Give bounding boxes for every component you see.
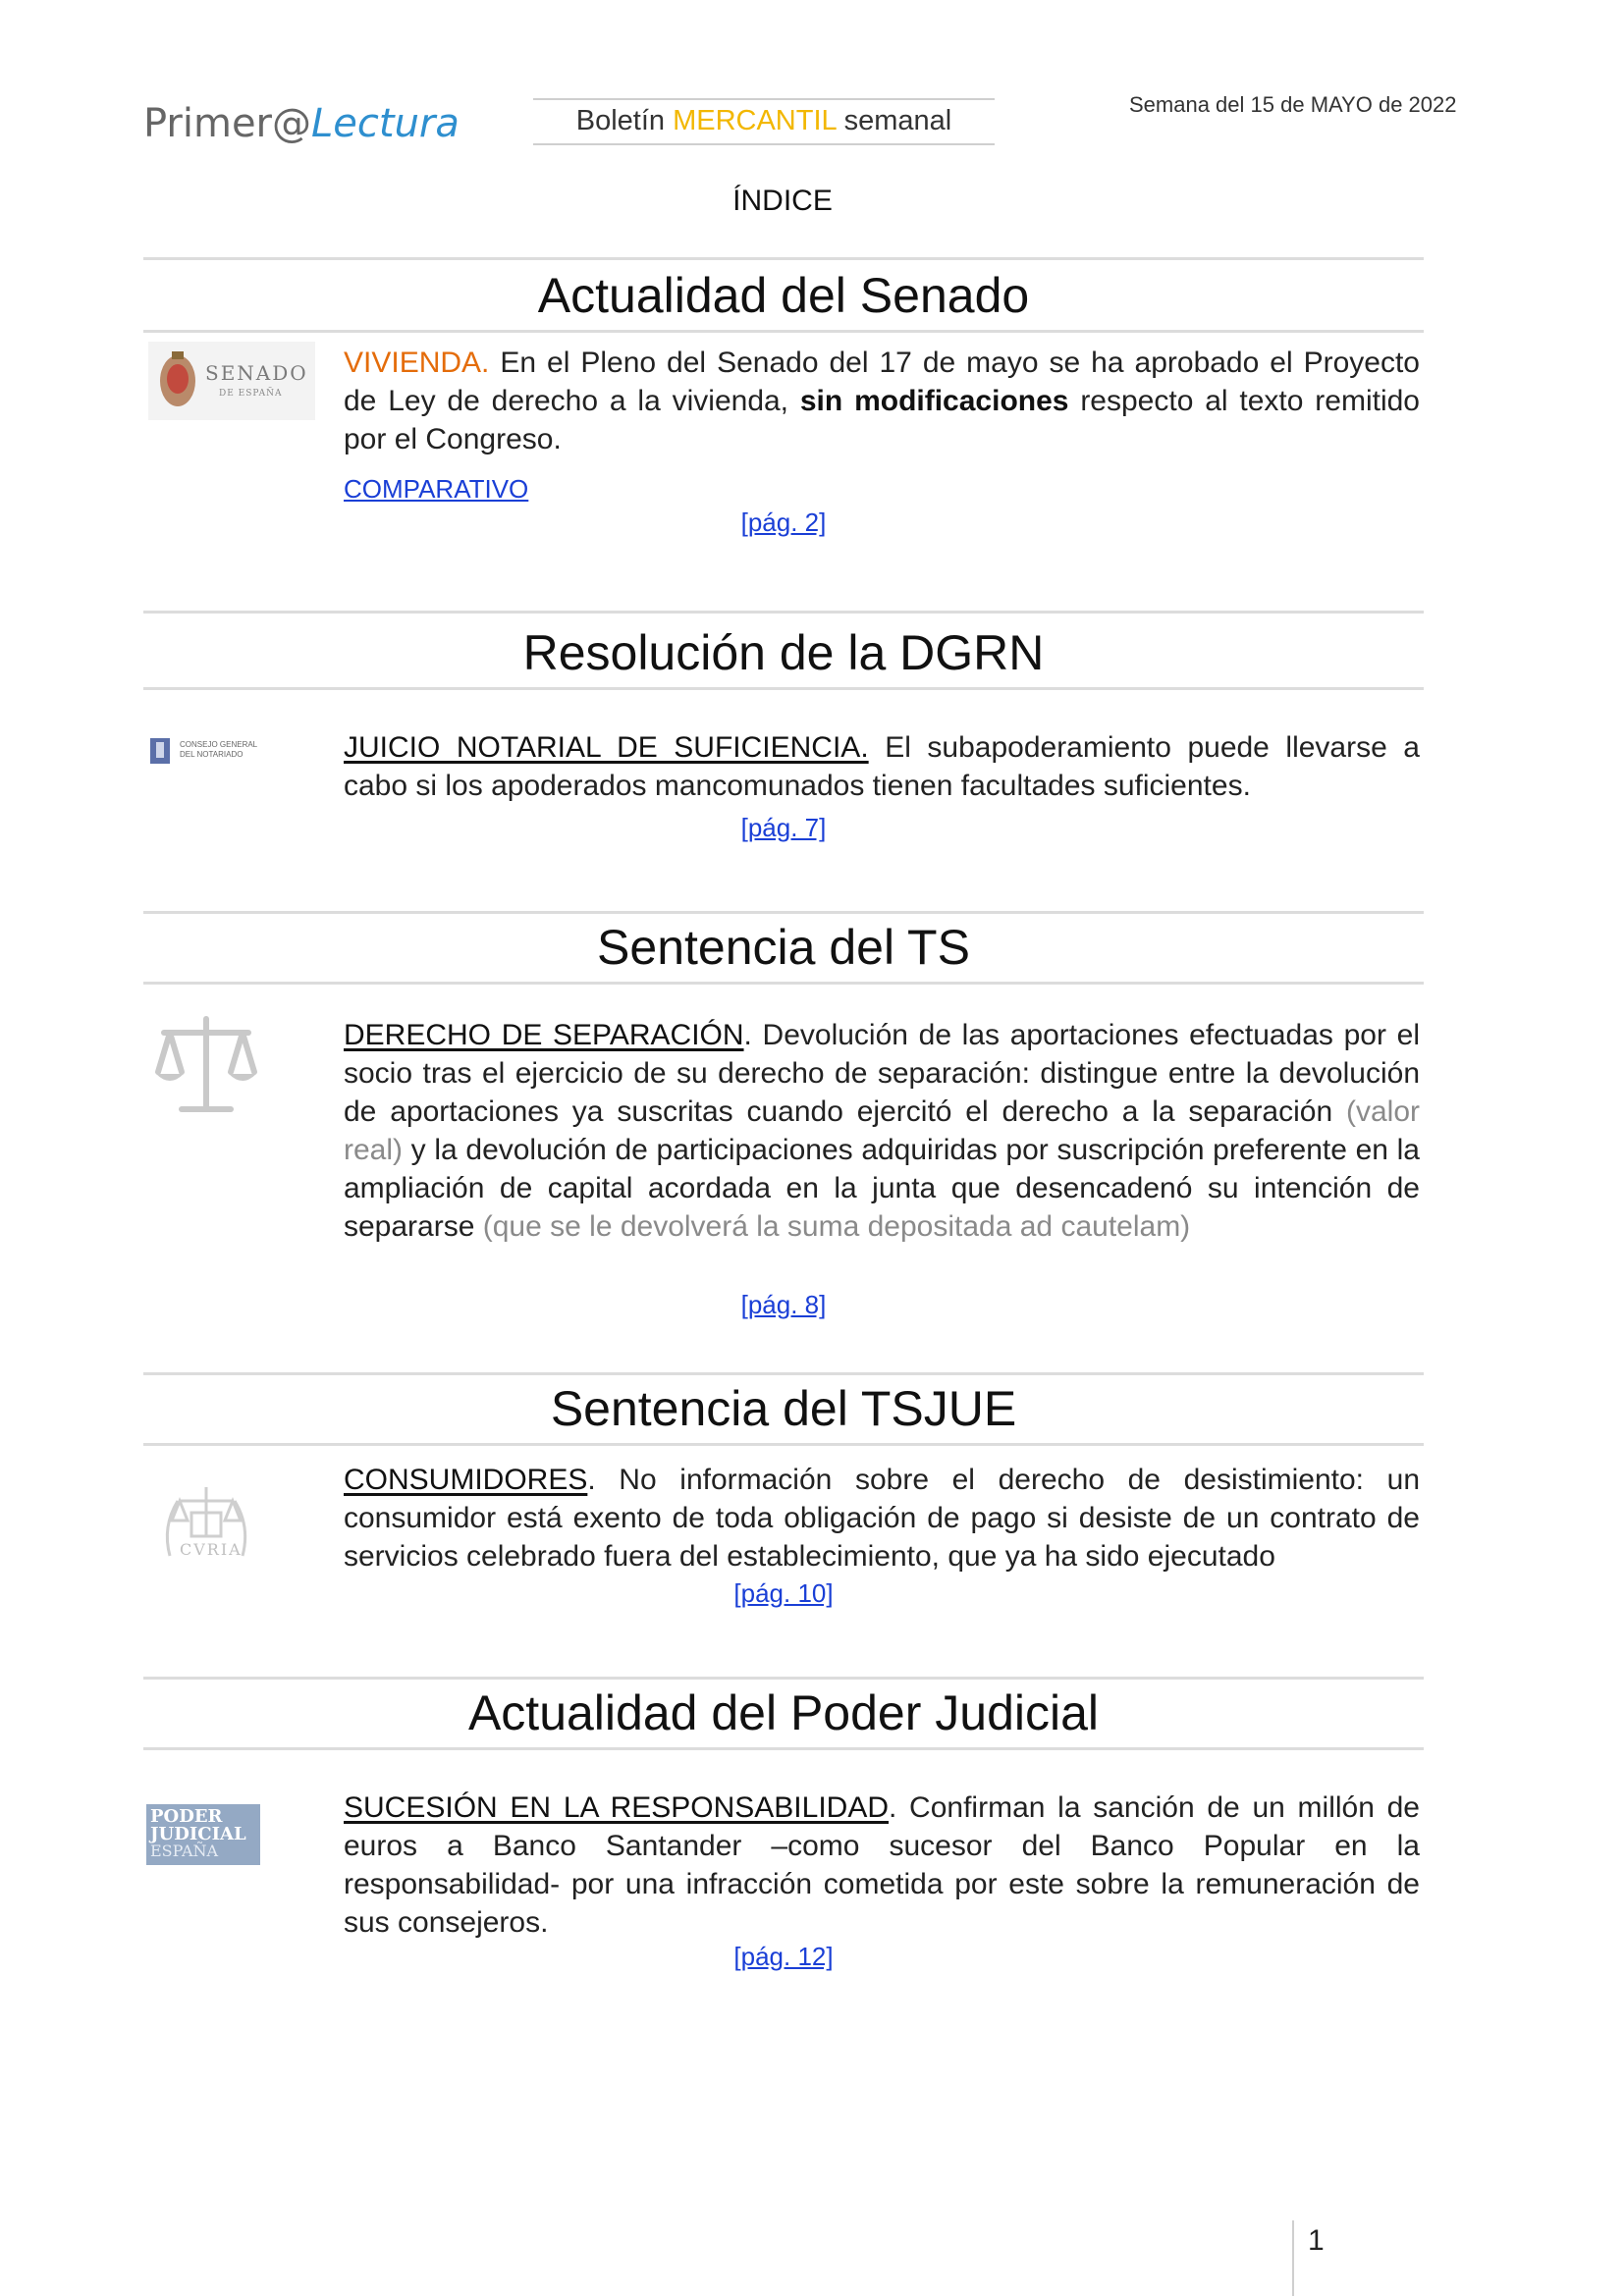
section-rule	[143, 1747, 1424, 1750]
curia-emblem-icon	[152, 1477, 260, 1585]
entry-dgrn	[344, 728, 1420, 805]
page-link-wrap	[143, 1576, 1424, 1610]
comparativo-link[interactable]: COMPARATIVO	[344, 474, 529, 504]
bulletin-accent: MERCANTIL	[673, 105, 837, 136]
entry-keyword: JUICIO NOTARIAL DE SUFICIENCIA.	[344, 731, 869, 764]
section-title-poder-judicial: Actualidad del Poder Judicial	[467, 1685, 1100, 1740]
entry-grey-2: (que se le devolverá la suma depositada ad cautelam)	[482, 1210, 1191, 1243]
section-title-dgrn: Resolución de la DGRN	[522, 625, 1045, 680]
entry-grey: (valor real)	[344, 1095, 1420, 1166]
notariado-logo	[148, 736, 266, 770]
entry-text-2: y la devolución de participaciones adquiridas por suscripción preferente en la ampliación de capital acordada en la junta que desencadenó su intención de separarse	[344, 1134, 1420, 1243]
entry-senado	[344, 344, 1420, 458]
page-link-8[interactable]: [pág. 8]	[740, 1290, 827, 1319]
notariado-emblem-icon	[148, 736, 172, 768]
page-link-wrap	[143, 506, 1424, 539]
publication-logo	[143, 94, 460, 153]
page-link-12[interactable]: [pág. 12]	[733, 1942, 834, 1971]
scales-of-justice-icon	[152, 1011, 260, 1119]
section-title-tsjue: Sentencia del TSJUE	[550, 1381, 1017, 1436]
section-rule	[143, 611, 1424, 614]
bulletin-post: semanal	[836, 105, 952, 136]
entry-keyword: CONSUMIDORES	[344, 1464, 588, 1496]
pj-logo-line1: PODER	[150, 1806, 223, 1827]
section-title-senado: Actualidad del Senado	[537, 268, 1030, 323]
page-link-7[interactable]: [pág. 7]	[740, 813, 827, 842]
entry-text: . No información sobre el derecho de desistimiento: un consumidor está exento de toda obligación de pago si desiste de un contrato de servicios celebrado fuera del establecimiento, que ya ha sido ejecutado	[344, 1464, 1420, 1573]
comparativo-link-wrap	[344, 472, 528, 506]
curia-logo-text: CVRIA	[180, 1540, 243, 1559]
poder-judicial-logo	[146, 1804, 260, 1865]
page-link-wrap	[143, 1940, 1424, 1973]
section-rule	[143, 330, 1424, 333]
page-link-10[interactable]: [pág. 10]	[733, 1578, 834, 1608]
index-title: ÍNDICE	[732, 185, 833, 217]
logo-primer: Primer@	[143, 101, 311, 146]
pj-logo-line2: JUDICIAL	[150, 1824, 246, 1844]
page-link-2[interactable]: [pág. 2]	[740, 507, 827, 537]
entry-text: En el Pleno del Senado del 17 de mayo se ha aprobado el Proyecto de Ley de derecho a la vivienda,	[344, 347, 1420, 417]
senado-logo-sub: DE ESPAÑA	[219, 389, 283, 399]
entry-text: . Confirman la sanción de un millón de euros a Banco Santander –como sucesor del Banco Popular en la responsabilidad- por una infracción cometida por este sobre la remuneración de sus consejeros.	[344, 1791, 1420, 1939]
week-label: Semana del 15 de MAYO de 2022	[1129, 92, 1457, 117]
section-rule	[143, 982, 1424, 985]
entry-text: . Devolución de las aportaciones efectuadas por el socio tras el ejercicio de su derecho de separación: distingue entre la devolución de aportaciones ya suscritas cuando ejercitó el derecho a la separación	[344, 1019, 1420, 1128]
footer-divider	[1292, 2220, 1294, 2296]
entry-ts	[344, 1016, 1420, 1246]
page-link-wrap	[143, 811, 1424, 844]
entry-bold: sin modificaciones	[799, 385, 1069, 417]
entry-keyword: SUCESIÓN EN LA RESPONSABILIDAD	[344, 1791, 889, 1824]
section-rule	[143, 1443, 1424, 1446]
notariado-logo-text: CONSEJO GENERAL	[180, 740, 258, 749]
notariado-logo-sub: DEL NOTARIADO	[180, 750, 244, 759]
logo-lectura: Lectura	[311, 101, 460, 146]
page-link-wrap	[143, 1288, 1424, 1321]
curia-logo	[152, 1477, 260, 1585]
bulletin-title	[533, 102, 995, 139]
entry-keyword: VIVIENDA.	[344, 347, 490, 379]
section-rule	[143, 687, 1424, 690]
entry-tsjue	[344, 1461, 1420, 1575]
entry-text-2: respecto al texto remitido por el Congreso.	[344, 385, 1420, 455]
entry-poder-judicial	[344, 1789, 1420, 1942]
section-title-ts: Sentencia del TS	[597, 920, 970, 975]
entry-text: El subapoderamiento puede llevarse a cabo si los apoderados mancomunados tienen facultades suficientes.	[344, 731, 1420, 802]
pj-logo-line3: ESPAÑA	[150, 1842, 219, 1860]
page-number: 1	[1308, 2224, 1325, 2257]
bulletin-pre: Boletín	[575, 105, 674, 136]
section-rule	[143, 257, 1424, 260]
senado-logo-text: SENADO	[205, 361, 308, 385]
entry-keyword: DERECHO DE SEPARACIÓN	[344, 1019, 744, 1051]
senado-logo	[148, 342, 315, 420]
